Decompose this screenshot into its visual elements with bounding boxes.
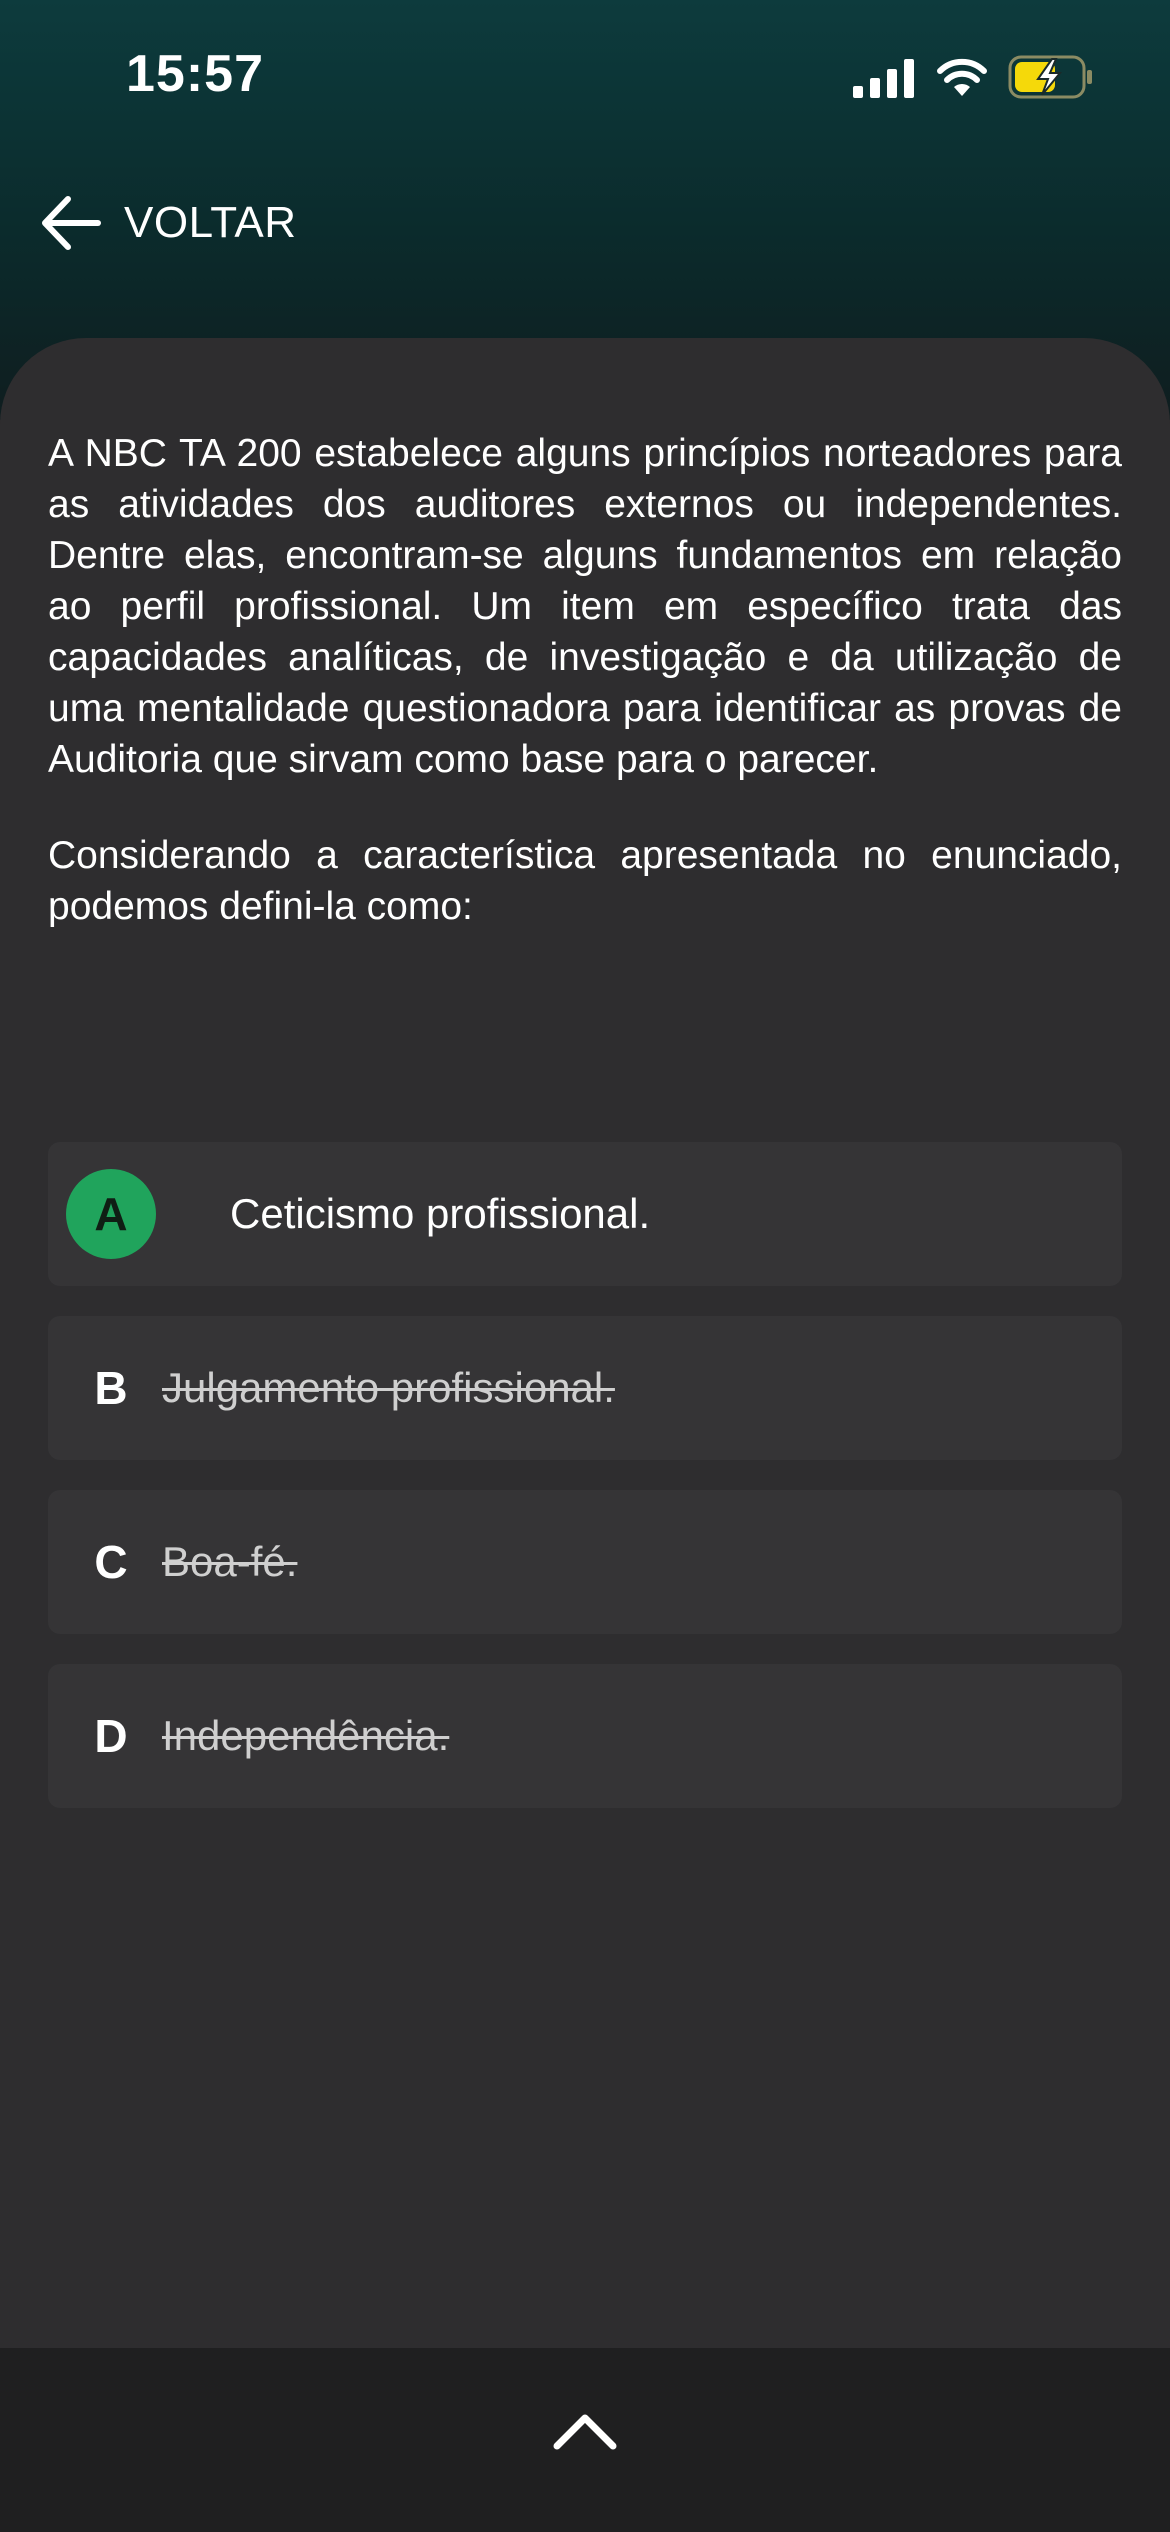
option-c[interactable] — [48, 1490, 1122, 1634]
option-letter-d: D — [94, 1710, 128, 1762]
chevron-up-icon[interactable] — [545, 2400, 625, 2460]
arrow-left-icon — [40, 193, 102, 253]
option-text-c: Boa-fé. — [162, 1538, 298, 1585]
cellular-signal-icon — [853, 58, 915, 98]
option-b[interactable] — [48, 1316, 1122, 1460]
option-d[interactable] — [48, 1664, 1122, 1808]
option-letter-b: B — [94, 1362, 128, 1414]
option-letter-c: C — [94, 1536, 128, 1588]
option-letter-a: A — [66, 1169, 156, 1259]
question-paragraph-1: A NBC TA 200 estabelece alguns princípios norteadores para as atividades dos auditores externos ou independentes. Dentre elas, encontram-se alguns fundamentos em relação ao perfil profissional. Um item em específico trata das capacidades analíticas, de investigação e da utilização de uma mentalidade questionadora para identificar as provas de Auditoria que sirvam como base para o parecer. — [48, 432, 1122, 781]
status-time: 15:57 — [126, 45, 264, 103]
battery-charging-icon — [1008, 54, 1094, 100]
status-bar — [0, 0, 1170, 150]
question-paragraph-2: Considerando a característica apresentada no enunciado, podemos defini-la como: — [48, 834, 1122, 928]
option-text-d: Independência. — [162, 1712, 450, 1759]
question-stem — [48, 428, 1122, 932]
wifi-icon — [937, 56, 987, 98]
option-text-a: Ceticismo profissional. — [230, 1190, 651, 1237]
back-label: VOLTAR — [124, 198, 297, 247]
option-text-b: Julgamento profissional. — [162, 1364, 615, 1411]
back-button[interactable] — [40, 188, 297, 258]
option-a[interactable] — [48, 1142, 1122, 1286]
